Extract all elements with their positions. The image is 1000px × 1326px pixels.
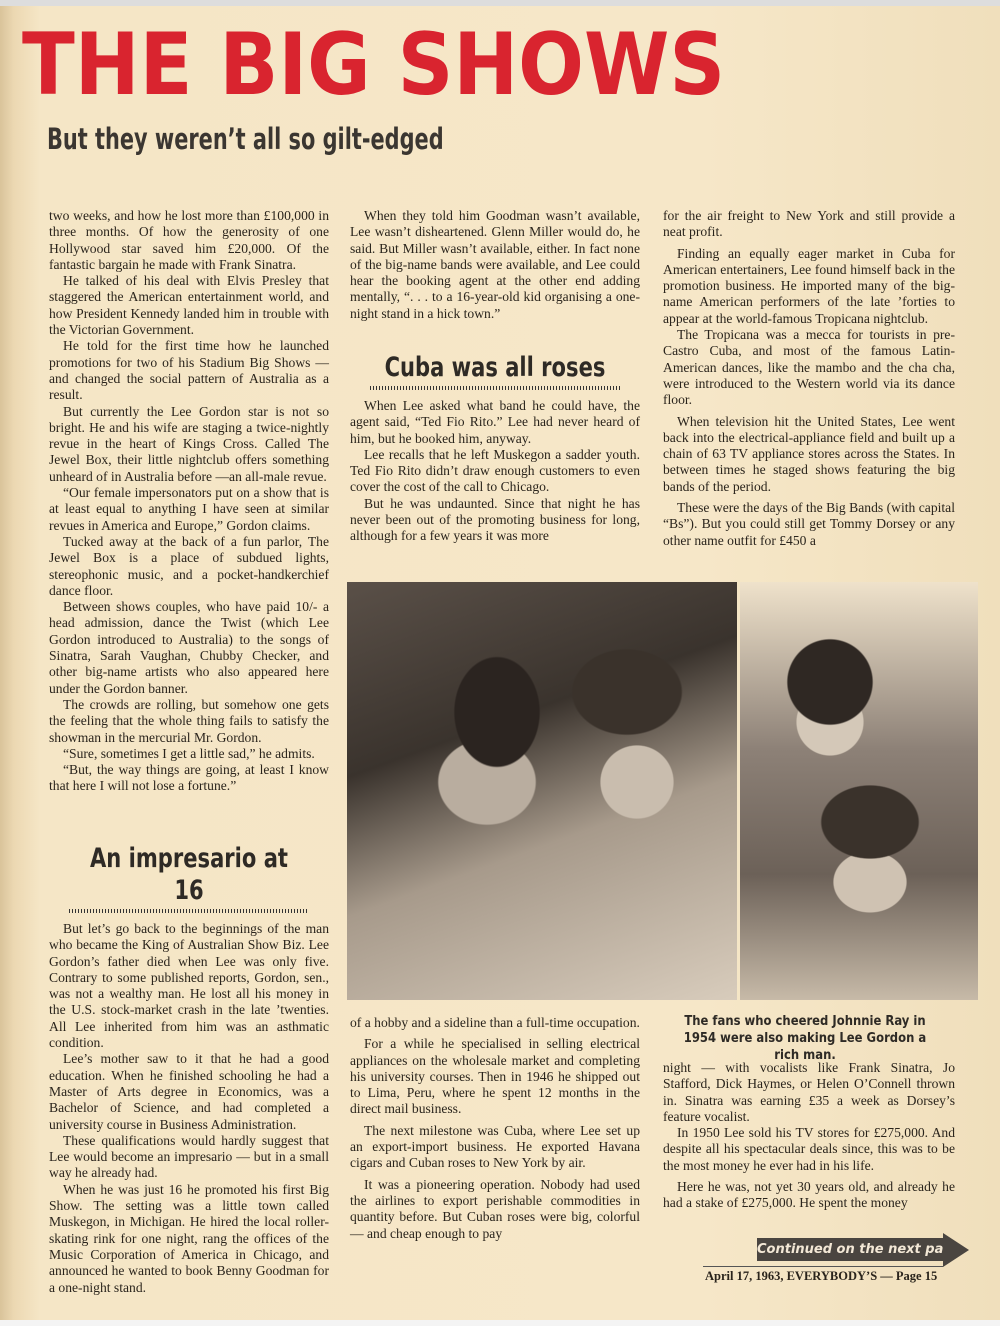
dotted-rule [69,909,310,913]
paragraph: “Our female impersonators put on a show that is at least equal to anything I have seen at similar revues in America and Europe,” Gordon claims. [49,485,329,533]
paragraph: Here he was, not yet 30 years old, and already he had a stake of £275,000. He spent the money [663,1179,955,1211]
column-2-continued [350,398,640,545]
paragraph: The next milestone was Cuba, where Lee set up an export-import business. He exported Havana cigars and Cuban roses to New York by air. [350,1122,640,1171]
paragraph: But let’s go back to the beginnings of the man who became the King of Australian Show Biz. Lee Gordon’s father died when Lee was only five. Contrary to some published reports, Gordon, sen., was not a wealthy man. He lost all his money in the U.S. stock-market crash in the late ’twenties. All Lee inherited from him was an asthmatic condition. [49,921,329,1051]
paragraph: Between shows couples, who have paid 10/- a head admission, dance the Twist (which Lee Gordon introduced to Australia) to the songs of Sinatra, Sarah Vaughan, Chubby Checker, and other big-name artists who also appeared here under the Gordon banner. [49,599,329,696]
column-1 [49,208,329,795]
page-footer: April 17, 1963, EVERYBODY’S — Page 15 [705,1269,938,1283]
paragraph: He told for the first time how he launched promotions for two of his Stadium Big Shows — and changed the social pattern of Australia as a result. [49,338,329,403]
scan-edge-bottom [0,1320,1000,1326]
paragraph: He talked of his deal with Elvis Presley that staggered the American entertainment world, and how President Kennedy landed him in trouble with the Victorian Government. [49,273,329,338]
paragraph: “But, the way things are going, at least I know that here I will not lose a fortune.” [49,762,329,794]
scan-edge-top [0,0,1000,6]
dotted-rule [370,386,619,390]
paragraph: For a while he specialised in selling electrical appliances on the wholesale market and completing his university courses. Then in 1946 he shipped out to Lima, Peru, where he spent 12 months in the direct mail business. [350,1036,640,1117]
column-2 [350,208,640,322]
column-1-continued [49,921,329,1296]
paragraph: These were the days of the Big Bands (with capital “Bs”). But you could still get Tommy Dorsey or any other name outfit for £450 a [663,500,955,548]
paragraph: When television hit the United States, Lee went back into the electrical-appliance field and built up a chain of 63 TV appliance stores across the States. In between times he staged shows featuring the big bands of the period. [663,413,955,494]
paragraph: The Tropicana was a mecca for tourists in pre-Castro Cuba, and most of the famous Latin-American dances, like the mambo and the cha cha, were introduced to the Western world via its dance floor. [663,327,955,408]
paragraph: Finding an equally eager market in Cuba for American entertainers, Lee found himself back in the promotion business. He imported many of the big-name American performers of the late ’forties to appear at the world-famous Tropicana nightclub. [663,245,955,326]
paragraph: “Sure, sometimes I get a little sad,” he admits. [63,745,315,761]
subhead-text: An impresario at 16 [90,843,288,906]
paragraph: When Lee asked what band he could have, the agent said, “Ted Fio Rito.” Lee had never heard of him, but he booked him, anyway. [350,398,640,446]
column-2-lower [350,1015,640,1242]
paragraph: When he was just 16 he promoted his first Big Show. The setting was a little town called Muskegon, in Michigan. He hired the local roller-skating rink for one night, rang the offices of the Music Corporation of America in Chicago, and announced he wanted to book Benny Goodman for a one-night stand. [49,1181,329,1295]
paragraph: The crowds are rolling, but somehow one gets the feeling that the whole thing fails to satisfy the showman in the mercurial Mr. Gordon. [49,696,329,745]
paragraph: Lee recalls that he left Muskegon a sadder youth. Ted Fio Rito didn’t draw enough customers to even cover the cost of the call to Chicago. [350,446,640,495]
paragraph: of a hobby and a sideline than a full-time occupation. [350,1015,640,1030]
arrow-right-icon [943,1233,969,1267]
footer-rule [703,1266,943,1267]
paragraph: When they told him Goodman wasn’t available, Lee wasn’t disheartened. Glenn Miller would do, he said. But Miller wasn’t available, either. In fact none of the big-name bands were available, and Lee could hear the booking agent at the other end adding mentally, “. . . to a 16-year-old kid organising a one-night stand in a hick town.” [350,208,640,321]
paragraph: But currently the Lee Gordon star is not so bright. He and his wife are staging a twice-nightly revue in the heart of Kings Cross. Called The Jewel Box, their little nightclub offers something unheard of in Australia before —an all-male revue. [49,403,329,484]
paragraph: two weeks, and how he lost more than £100,000 in three months. Of how the generosity of one Hollywood star saved him £20,000. Of the fantastic bargain he made with Frank Sinatra. [49,208,329,272]
subhead-impresario [49,843,329,1296]
photo-cheering-fans [740,582,978,1000]
subhead-text: Cuba was all roses [384,352,606,383]
paragraph: In 1950 Lee sold his TV stores for £275,000. And despite all his spectacular deals since, this was to be the most money he ever had in his life. [663,1125,955,1173]
photo-lee-gordon-with-fans [347,582,737,1000]
photo-caption: The fans who cheered Johnnie Ray in 1954 were also making Lee Gordon a rich man. [683,1013,927,1063]
column-3-lower [663,1060,955,1212]
paragraph: These qualifications would hardly suggest that Lee would become an impresario — but in a small way he already had. [49,1132,329,1181]
column-3 [663,208,955,549]
paragraph: But he was undaunted. Since that night he has never been out of the promoting business for long, although for a few years it was more [350,495,640,544]
paragraph: It was a pioneering operation. Nobody had used the airlines to export perishable commodities in quantity before. But Cuban roses were big, colorful — and cheap enough to pay [350,1176,640,1241]
paragraph: night — with vocalists like Frank Sinatra, Jo Stafford, Dick Haymes, or Helen O’Connell thrown in. Sinatra was earning £35 a week as Dorsey’s feature vocalist. [663,1060,955,1124]
article-title: THE BIG SHOWS [22,15,726,115]
continued-banner[interactable] [757,1233,972,1267]
paragraph: Lee’s mother saw to it that he had a good education. When he finished schooling he had a Master of Arts degree in Economics, was a Bachelor of Science, and had completed a university course in Business Administration. [49,1051,329,1132]
article-subtitle: But they weren’t all so gilt-edged [47,122,444,156]
subhead-cuba [350,352,640,545]
paragraph: for the air freight to New York and still provide a neat profit. [663,208,955,240]
continued-label: Continued on the next page [757,1238,943,1261]
paragraph: Tucked away at the back of a fun parlor, The Jewel Box is a place of subdued lights, stereophonic music, and a pocket-handkerchief dance floor. [49,533,329,598]
